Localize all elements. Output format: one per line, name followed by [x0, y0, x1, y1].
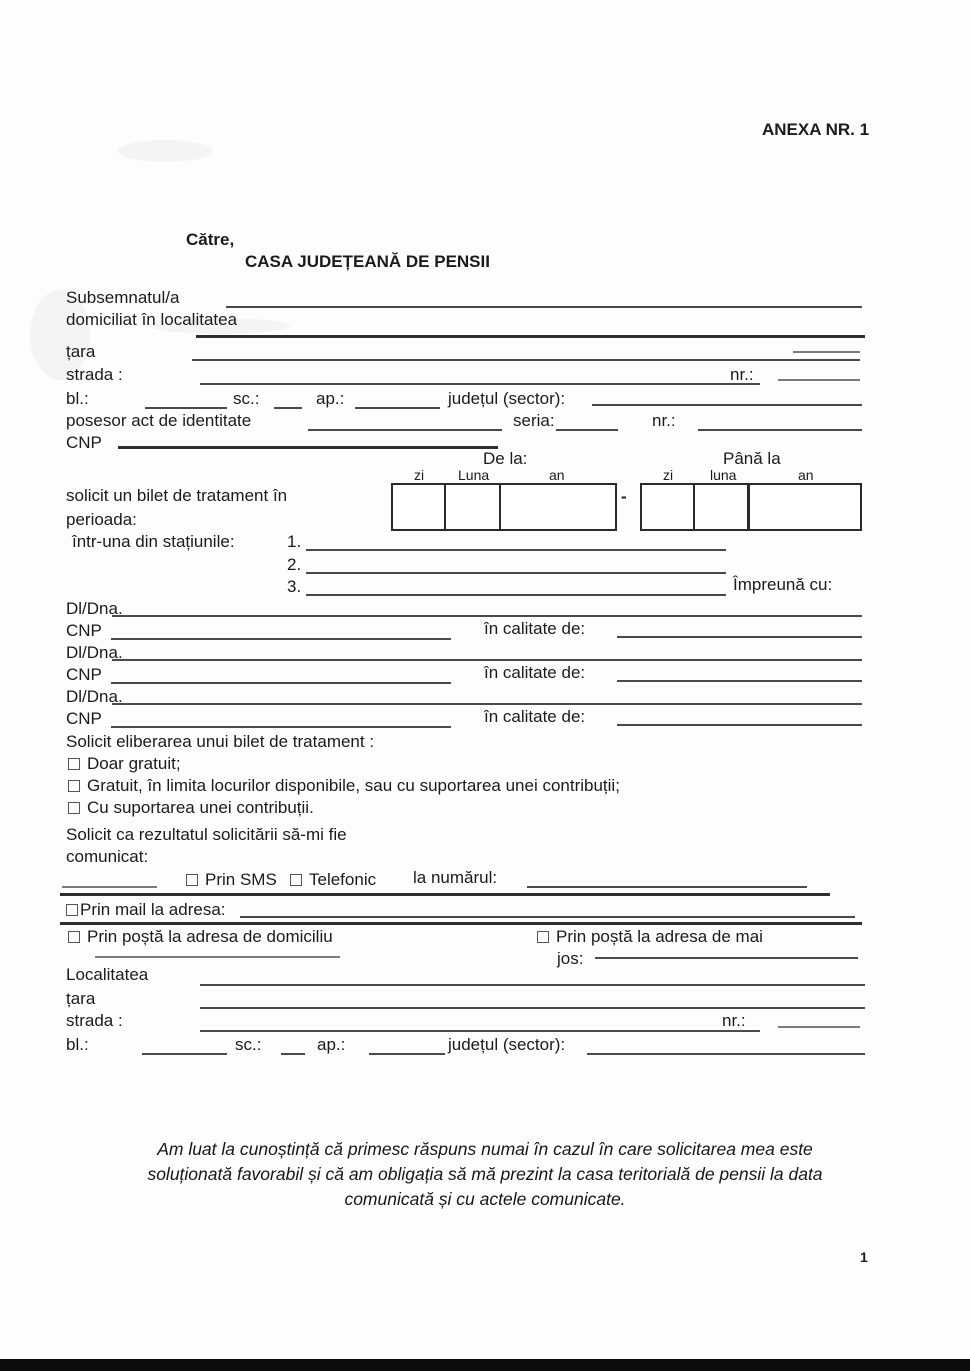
checkbox-icon[interactable] [68, 931, 80, 943]
companion-role-label: în calitate de: [484, 663, 586, 682]
date-from-box [391, 483, 617, 531]
bl2-label: bl.: [66, 1035, 89, 1054]
from-label: De la: [483, 449, 528, 468]
communication-title-line1: Solicit ca rezultatul solicitării să-mi fie [66, 825, 347, 844]
bl-field-line[interactable] [145, 407, 227, 409]
number-label: la numărul: [413, 868, 498, 887]
checkbox-icon[interactable] [66, 904, 78, 916]
judet2-label: județul (sector): [448, 1035, 566, 1054]
request-line1: solicit un bilet de tratament în [66, 486, 288, 505]
posesor-label: posesor act de identitate [66, 411, 252, 430]
checkbox-icon[interactable] [290, 874, 302, 886]
date-to-box [640, 483, 862, 531]
nr2-field-line[interactable] [698, 429, 862, 431]
locality-field-line[interactable] [196, 335, 865, 338]
seria-label: seria: [513, 411, 555, 430]
nr-label: nr.: [730, 365, 754, 384]
to-col-luna: luna [710, 467, 737, 483]
station-2-line[interactable] [306, 572, 726, 574]
companion-3-role-line[interactable] [617, 724, 862, 726]
date-separator: - [621, 487, 627, 506]
ap-field-line[interactable] [355, 407, 440, 409]
to-col-an: an [798, 467, 814, 483]
to-col-zi: zi [663, 467, 674, 483]
annex-title: ANEXA NR. 1 [762, 120, 870, 139]
salutation: Către, [186, 230, 235, 249]
checkbox-icon[interactable] [186, 874, 198, 886]
station-1-line[interactable] [306, 549, 726, 551]
ticket-request-title: Solicit eliberarea unui bilet de tratament : [66, 732, 375, 751]
date-to-year-cell[interactable] [750, 485, 860, 529]
tara-label: țara [66, 342, 96, 361]
section-divider-line [60, 893, 830, 896]
checkbox-icon[interactable] [68, 780, 80, 792]
communication-title-line2: comunicat: [66, 847, 149, 866]
phone-number-line[interactable] [527, 886, 807, 888]
together-label: Împreună cu: [733, 575, 833, 594]
companion-name-label: Dl/Dna. [66, 599, 123, 618]
companion-name-label: Dl/Dna. [66, 687, 123, 706]
sc2-field-line[interactable] [281, 1053, 305, 1055]
option-mail[interactable] [66, 901, 226, 920]
nr-field-line[interactable] [778, 379, 860, 381]
from-col-an: an [549, 467, 565, 483]
post-left-line[interactable] [95, 956, 340, 958]
option-label: Doar gratuit; [87, 754, 181, 773]
seria-field-line[interactable] [556, 429, 618, 431]
bl-label: bl.: [66, 389, 89, 408]
option-sms[interactable] [186, 871, 277, 890]
tara-field-line[interactable] [192, 359, 860, 361]
scan-edge-bar [0, 1359, 970, 1371]
ap2-label: ap.: [317, 1035, 346, 1054]
stations-label: într-una din stațiunile: [72, 532, 235, 551]
post-below-line[interactable] [595, 957, 858, 959]
companion-2-cnp-line[interactable] [111, 682, 451, 684]
nr2-label: nr.: [652, 411, 676, 430]
companion-2-name-line[interactable] [112, 659, 862, 661]
tara-right-line[interactable] [793, 351, 860, 353]
ap2-field-line[interactable] [369, 1053, 445, 1055]
tara2-field-line[interactable] [200, 1007, 865, 1009]
judet-label: județul (sector): [448, 389, 566, 408]
date-from-year-cell[interactable] [501, 485, 615, 529]
localitatea-field-line[interactable] [200, 984, 865, 986]
strada-label: strada : [66, 365, 123, 384]
station-number-3: 3. [287, 577, 302, 596]
from-col-zi: zi [414, 467, 425, 483]
companion-cnp-label: CNP [66, 621, 102, 640]
companion-cnp-label: CNP [66, 665, 102, 684]
station-number-2: 2. [287, 555, 302, 574]
from-col-luna: Luna [458, 467, 490, 483]
sc2-label: sc.: [235, 1035, 262, 1054]
to-label: Până la [723, 449, 781, 468]
judet-field-line[interactable] [592, 404, 862, 406]
checkbox-icon[interactable] [68, 758, 80, 770]
date-to-month-cell[interactable] [695, 485, 750, 529]
nr3-field-line[interactable] [778, 1026, 860, 1028]
station-3-line[interactable] [306, 594, 726, 596]
checkbox-icon[interactable] [537, 931, 549, 943]
option-label: Prin mail la adresa: [80, 900, 226, 919]
checkbox-icon[interactable] [68, 802, 80, 814]
request-line2: perioada: [66, 510, 137, 529]
tara2-label: țara [66, 989, 96, 1008]
left-stub-line[interactable] [62, 886, 157, 888]
date-from-day-cell[interactable] [393, 485, 446, 529]
strada2-label: strada : [66, 1011, 123, 1030]
sc-label: sc.: [233, 389, 260, 408]
localitatea-label: Localitatea [66, 965, 149, 984]
post-below-jos-label: jos: [557, 949, 584, 968]
companion-role-label: în calitate de: [484, 619, 586, 638]
companion-2-role-line[interactable] [617, 680, 862, 682]
scan-smudge [118, 140, 213, 162]
option-post-home[interactable] [68, 928, 333, 947]
date-from-month-cell[interactable] [446, 485, 501, 529]
station-number-1: 1. [287, 532, 302, 551]
companion-1-cnp-line[interactable] [111, 638, 451, 640]
option-label: Cu suportarea unei contribuții. [87, 798, 314, 817]
strada-field-line[interactable] [200, 383, 760, 385]
page-number: 1 [860, 1249, 868, 1265]
cnp-label: CNP [66, 433, 102, 452]
option-label: Prin SMS [205, 870, 277, 889]
section-divider-line [60, 922, 862, 925]
companion-role-label: în calitate de: [484, 707, 586, 726]
strada2-field-line[interactable] [200, 1030, 760, 1032]
act-field-line[interactable] [308, 429, 502, 431]
cnp-field-line[interactable] [118, 446, 498, 449]
companion-3-cnp-line[interactable] [111, 726, 451, 728]
notice-line2: soluționată favorabil și că am obligația să mă prezint la casa teritorială de pensii la data [147, 1164, 823, 1184]
option-label: Prin poștă la adresa de mai [556, 927, 763, 946]
mail-address-line[interactable] [240, 916, 855, 918]
name-field-line[interactable] [226, 306, 862, 308]
domiciliat-label: domiciliat în localitatea [66, 310, 238, 329]
nr3-label: nr.: [722, 1011, 746, 1030]
option-label: Telefonic [309, 870, 377, 889]
date-to-day-cell[interactable] [642, 485, 695, 529]
recipient-title: CASA JUDEȚEANĂ DE PENSII [245, 252, 490, 271]
companion-cnp-label: CNP [66, 709, 102, 728]
option-telefonic[interactable] [290, 871, 376, 890]
option-label: Prin poștă la adresa de domiciliu [87, 927, 333, 946]
option-doar-gratuit[interactable] [68, 755, 181, 774]
ap-label: ap.: [316, 389, 345, 408]
judet2-field-line[interactable] [587, 1053, 865, 1055]
companion-1-role-line[interactable] [617, 636, 862, 638]
companion-1-name-line[interactable] [112, 615, 862, 617]
option-post-below[interactable] [537, 928, 763, 947]
option-label: Gratuit, în limita locurilor disponibile, sau cu suportarea unei contribuții; [87, 776, 620, 795]
companion-3-name-line[interactable] [112, 703, 862, 705]
option-cu-suportarea[interactable] [68, 799, 314, 818]
notice-line3: comunicată și cu actele comunicate. [344, 1189, 626, 1209]
notice-line1: Am luat la cunoștință că primesc răspuns numai în cazul în care solicitarea mea este [157, 1139, 813, 1159]
option-gratuit-limita[interactable] [68, 777, 620, 796]
sc-field-line[interactable] [274, 407, 302, 409]
bl2-field-line[interactable] [142, 1053, 227, 1055]
subsemnatul-label: Subsemnatul/a [66, 288, 180, 307]
companion-name-label: Dl/Dna. [66, 643, 123, 662]
